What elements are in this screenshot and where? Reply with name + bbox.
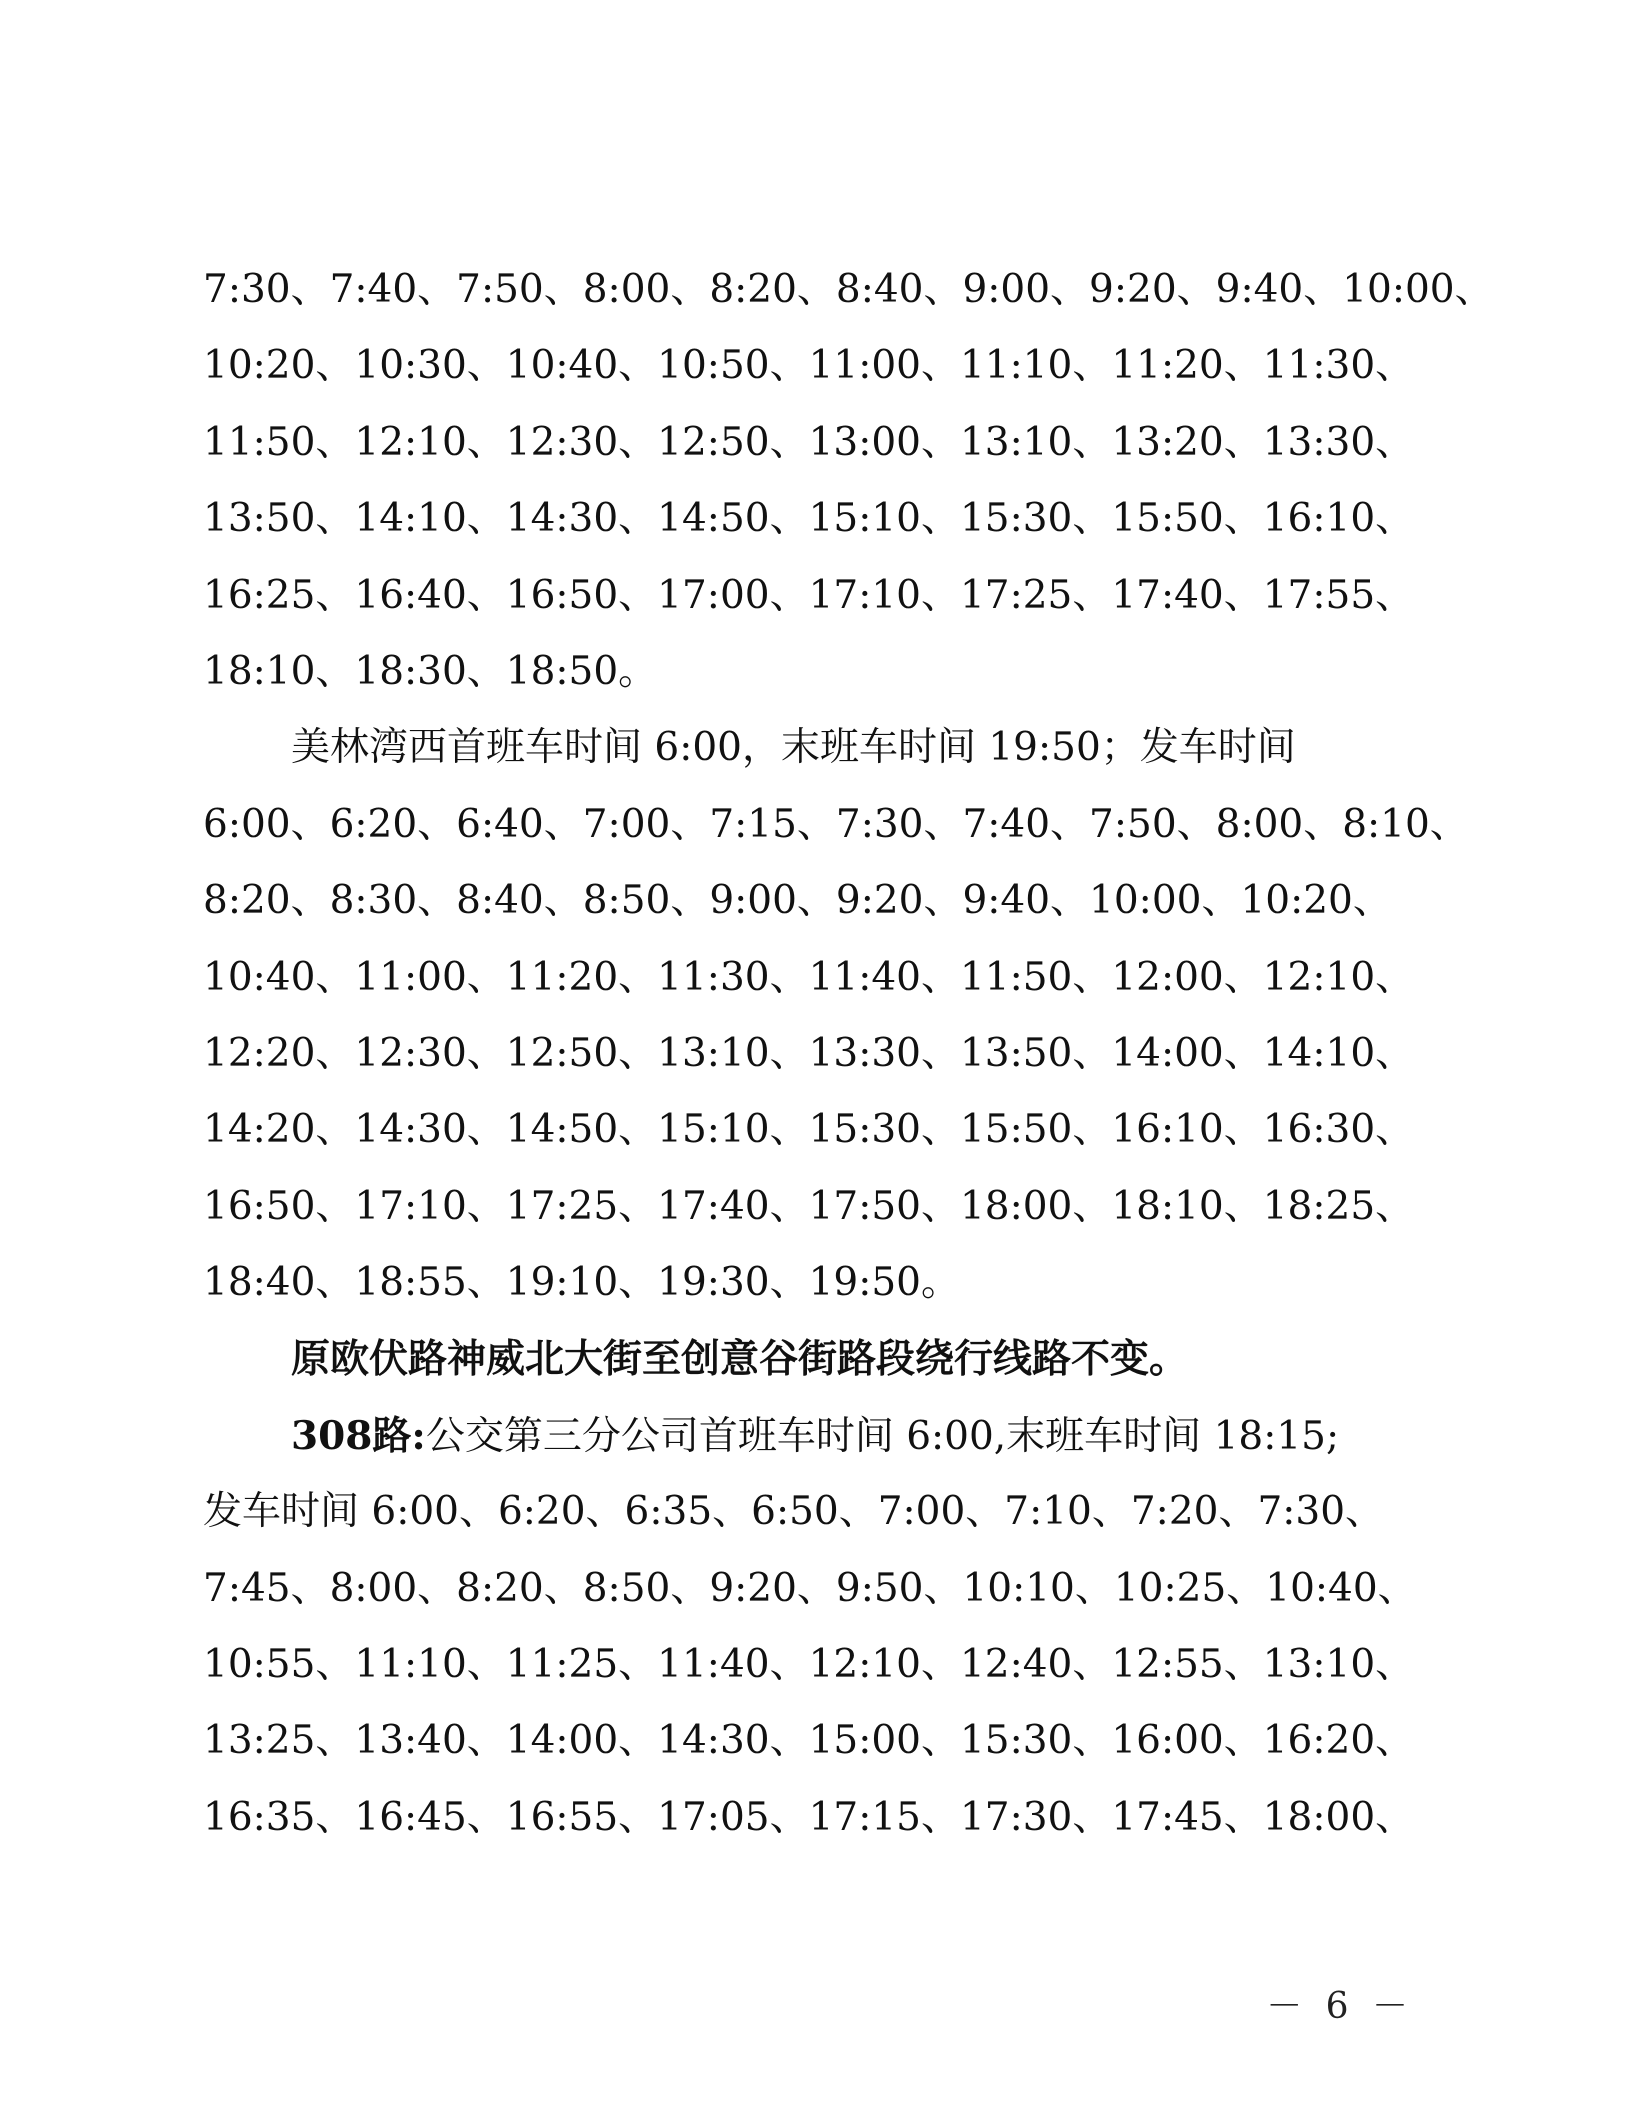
detour-notice-heading: 原欧伏路神威北大街至创意谷街路段绕行线路不变。 <box>291 1336 1189 1383</box>
text-line: 美林湾西首班车时间 6:00，末班车时间 19:50；发车时间 <box>291 725 1296 771</box>
detour-notice-paragraph <box>203 1321 1425 1397</box>
schedule-paragraph-continued <box>203 252 1494 710</box>
text-line: 8:20、8:30、8:40、8:50、9:00、9:20、9:40、10:00、10:20、 <box>203 878 1392 924</box>
route-308-first-line-text: 公交第三分公司首班车时间 6:00,末班车时间 18:15; <box>425 1413 1340 1459</box>
text-line: 16:50、17:10、17:25、17:40、17:50、18:00、18:10、18:25、 <box>203 1183 1415 1229</box>
text-line: 13:50、14:10、14:30、14:50、15:10、15:30、15:50、16:10、 <box>203 496 1415 542</box>
text-line: 7:30、7:40、7:50、8:00、8:20、8:40、9:00、9:20、9:40、10:00、 <box>203 267 1494 312</box>
text-line: 发车时间 6:00、6:20、6:35、6:50、7:00、7:10、7:20、7:30、 <box>203 1489 1385 1535</box>
route-308-label: 308路: <box>291 1412 426 1459</box>
text-line: 11:50、12:10、12:30、12:50、13:00、13:10、13:20、13:30、 <box>203 419 1415 465</box>
page-number: － 6 － <box>1266 1986 1414 2027</box>
text-line: 10:20、10:30、10:40、10:50、11:00、11:10、11:20、11:30、 <box>203 343 1415 389</box>
text-line: 16:35、16:45、16:55、17:05、17:15、17:30、17:45、18:00、 <box>203 1794 1415 1840</box>
text-line: 7:45、8:00、8:20、8:50、9:20、9:50、10:10、10:25、10:40、 <box>203 1565 1417 1611</box>
text-line: 12:20、12:30、12:50、13:10、13:30、13:50、14:00、14:10、 <box>203 1030 1415 1076</box>
text-line: 18:40、18:55、19:10、19:30、19:50。 <box>203 1260 960 1306</box>
text-line: 6:00、6:20、6:40、7:00、7:15、7:30、7:40、7:50、8:00、8:10、 <box>203 801 1469 847</box>
text-line <box>203 1398 1425 1474</box>
text-line: 13:25、13:40、14:00、14:30、15:00、15:30、16:00、16:20、 <box>203 1718 1415 1764</box>
route-308-schedule-paragraph <box>203 1398 1425 1856</box>
text-line: 10:40、11:00、11:20、11:30、11:40、11:50、12:00、12:10、 <box>203 954 1415 1000</box>
text-line: 10:55、11:10、11:25、11:40、12:10、12:40、12:55、13:10、 <box>203 1642 1415 1688</box>
text-line: 16:25、16:40、16:50、17:00、17:10、17:25、17:40、17:55、 <box>203 572 1415 618</box>
meilinwan-west-schedule-paragraph <box>203 710 1469 1321</box>
text-line: 14:20、14:30、14:50、15:10、15:30、15:50、16:10、16:30、 <box>203 1107 1415 1153</box>
document-body <box>203 252 1494 1856</box>
text-line: 18:10、18:30、18:50。 <box>203 648 658 694</box>
